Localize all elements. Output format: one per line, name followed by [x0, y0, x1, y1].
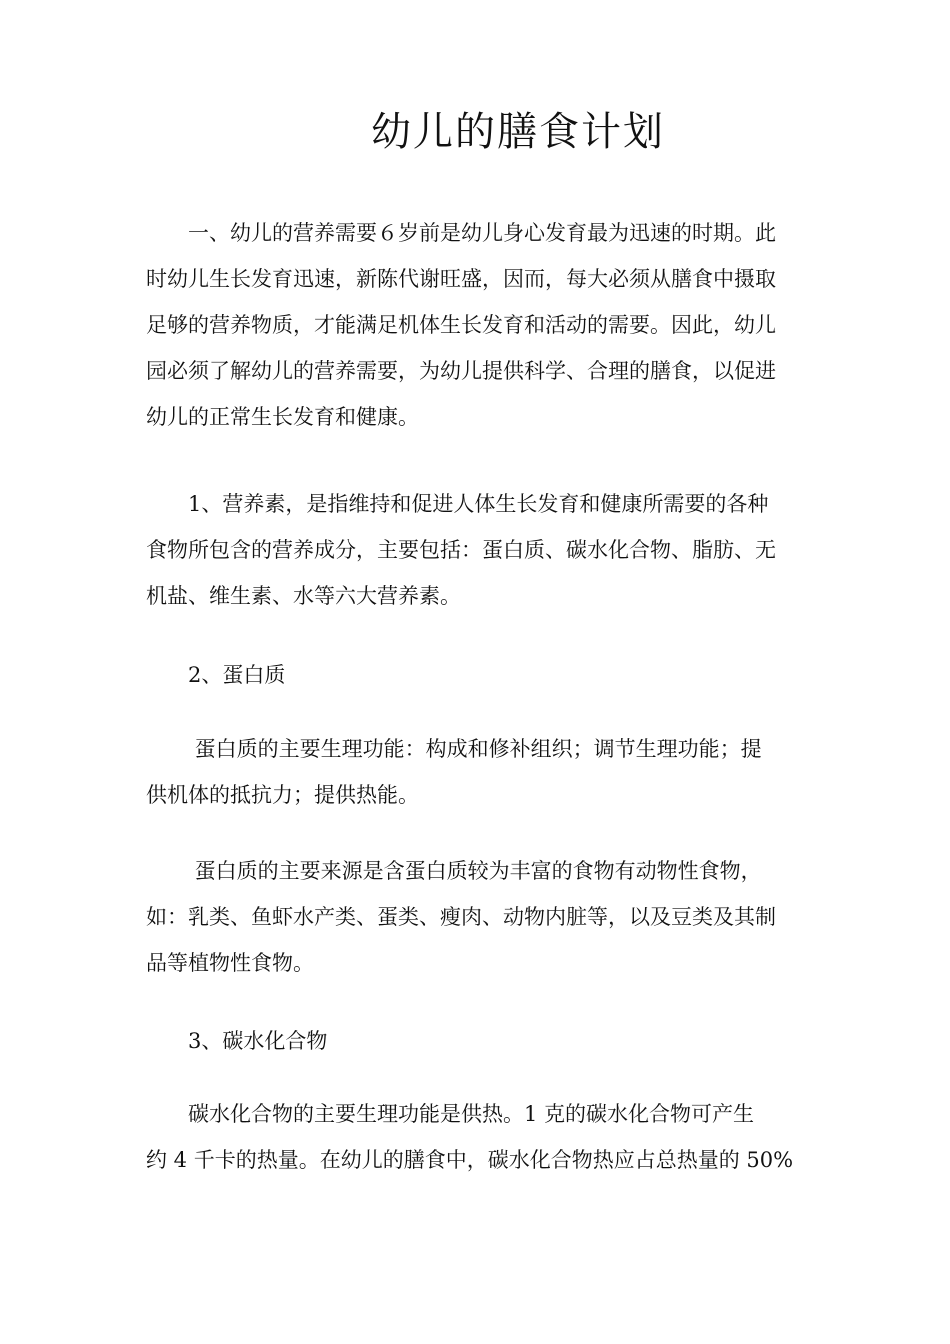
text-line: 3、碳水化合物	[146, 1029, 328, 1053]
text-line: 蛋白质的主要生理功能：构成和修补组织；调节生理功能；提	[146, 737, 762, 761]
text-line: 碳水化合物的主要生理功能是供热。1 克的碳水化合物可产生	[146, 1102, 755, 1126]
heading-carbohydrates	[146, 1018, 808, 1064]
text-line: 蛋白质的主要来源是含蛋白质较为丰富的食物有动物性食物，	[146, 859, 762, 883]
paragraph-carbohydrates	[146, 1091, 808, 1183]
text-line: 一、幼儿的营养需要６岁前是幼儿身心发育最为迅速的时期。此	[146, 221, 776, 245]
paragraph-protein-sources	[146, 848, 808, 986]
text-line: 时幼儿生长发育迅速，新陈代谢旺盛，因而，每大必须从膳食中摄取	[146, 267, 776, 291]
text-line: 1、营养素，是指维持和促进人体生长发育和健康所需要的各种	[146, 492, 769, 516]
heading-protein	[146, 652, 808, 698]
paragraph-nutrition-needs	[146, 210, 808, 440]
text-line: 幼儿的正常生长发育和健康。	[146, 405, 419, 429]
text-line: 供机体的抵抗力；提供热能。	[146, 783, 419, 807]
document-title: 幼儿的膳食计划	[371, 109, 665, 155]
paragraph-nutrients	[146, 481, 808, 619]
text-line: 约 4 千卡的热量。在幼儿的膳食中，碳水化合物热应占总热量的 50%	[146, 1148, 794, 1172]
paragraph-protein-functions	[146, 726, 808, 818]
text-line: 如：乳类、鱼虾水产类、蛋类、瘦肉、动物内脏等，以及豆类及其制	[146, 905, 776, 929]
text-line: 园必须了解幼儿的营养需要，为幼儿提供科学、合理的膳食，以促进	[146, 359, 776, 383]
text-line: 品等植物性食物。	[146, 951, 314, 975]
text-line: 足够的营养物质，才能满足机体生长发育和活动的需要。因此，幼儿	[146, 313, 776, 337]
text-line: 机盐、维生素、水等六大营养素。	[146, 584, 461, 608]
text-line: 食物所包含的营养成分，主要包括：蛋白质、碳水化合物、脂肪、无	[146, 538, 776, 562]
text-line: 2、蛋白质	[146, 663, 286, 687]
